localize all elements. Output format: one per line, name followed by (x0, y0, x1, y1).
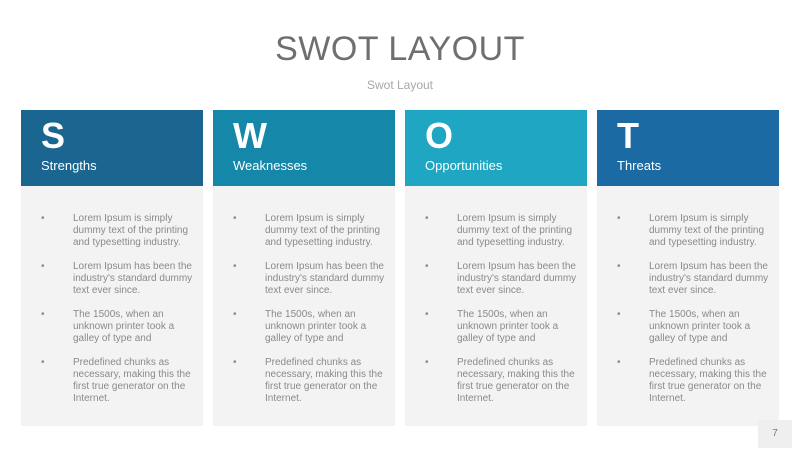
list-item (21, 261, 203, 297)
card-title: Weaknesses (233, 158, 308, 173)
card-title: Threats (617, 158, 662, 173)
bullet-icon: • (41, 261, 45, 272)
swot-card-threats (597, 110, 779, 426)
list-item (597, 261, 779, 297)
bullet-icon: • (41, 309, 45, 320)
list-item-text: The 1500s, when an unknown printer took a galley of type and (649, 309, 751, 344)
list-item (405, 213, 587, 249)
card-letter: O (425, 115, 454, 156)
card-letter: T (617, 115, 639, 156)
bullet-icon: • (233, 309, 237, 320)
list-item-text: Lorem Ipsum has been the industry's standard dummy text ever since. (457, 261, 577, 296)
list-item (597, 213, 779, 249)
card-header (213, 110, 395, 186)
list-item (597, 309, 779, 345)
bullet-icon: • (617, 357, 621, 368)
list-item (213, 261, 395, 297)
list-item-text: Lorem Ipsum is simply dummy text of the printing and typesetting industry. (265, 213, 381, 248)
bullet-icon: • (41, 357, 45, 368)
card-letter: S (41, 115, 66, 156)
list-item (21, 357, 203, 405)
card-header (21, 110, 203, 186)
list-item-text: Lorem Ipsum is simply dummy text of the printing and typesetting industry. (649, 213, 765, 248)
card-title: Opportunities (425, 158, 503, 173)
bullet-icon: • (425, 213, 429, 224)
list-item (405, 261, 587, 297)
bullet-icon: • (233, 213, 237, 224)
card-bullet-list (21, 213, 203, 417)
swot-card-opportunities (405, 110, 587, 426)
card-bullet-list (405, 213, 587, 417)
swot-card-weaknesses (213, 110, 395, 426)
bullet-icon: • (425, 261, 429, 272)
card-letter: W (233, 115, 267, 156)
list-item-text: Lorem Ipsum has been the industry's standard dummy text ever since. (649, 261, 769, 296)
bullet-icon: • (617, 309, 621, 320)
card-bullet-list (213, 213, 395, 417)
bullet-icon: • (425, 309, 429, 320)
card-header (405, 110, 587, 186)
list-item-text: The 1500s, when an unknown printer took a galley of type and (73, 309, 175, 344)
list-item-text: Lorem Ipsum is simply dummy text of the printing and typesetting industry. (457, 213, 573, 248)
list-item-text: The 1500s, when an unknown printer took a galley of type and (265, 309, 367, 344)
list-item (21, 213, 203, 249)
list-item-text: Predefined chunks as necessary, making this the first true generator on the Internet. (73, 357, 191, 404)
swot-card-strengths (21, 110, 203, 426)
list-item-text: Lorem Ipsum is simply dummy text of the printing and typesetting industry. (73, 213, 189, 248)
list-item (213, 309, 395, 345)
bullet-icon: • (617, 213, 621, 224)
list-item (405, 309, 587, 345)
list-item-text: Predefined chunks as necessary, making this the first true generator on the Internet. (265, 357, 383, 404)
list-item-text: Lorem Ipsum has been the industry's standard dummy text ever since. (265, 261, 385, 296)
list-item-text: Lorem Ipsum has been the industry's standard dummy text ever since. (73, 261, 193, 296)
slide-title: SWOT LAYOUT (275, 30, 525, 68)
list-item-text: Predefined chunks as necessary, making this the first true generator on the Internet. (649, 357, 767, 404)
bullet-icon: • (617, 261, 621, 272)
slide-subtitle: Swot Layout (366, 78, 434, 92)
card-header (597, 110, 779, 186)
bullet-icon: • (233, 261, 237, 272)
page-number: 7 (758, 420, 792, 448)
list-item (213, 213, 395, 249)
card-bullet-list (597, 213, 779, 417)
bullet-icon: • (425, 357, 429, 368)
list-item-text: Predefined chunks as necessary, making this the first true generator on the Internet. (457, 357, 575, 404)
list-item-text: The 1500s, when an unknown printer took a galley of type and (457, 309, 559, 344)
list-item (21, 309, 203, 345)
list-item (213, 357, 395, 405)
bullet-icon: • (233, 357, 237, 368)
card-title: Strengths (41, 158, 97, 173)
list-item (405, 357, 587, 405)
bullet-icon: • (41, 213, 45, 224)
list-item (597, 357, 779, 405)
